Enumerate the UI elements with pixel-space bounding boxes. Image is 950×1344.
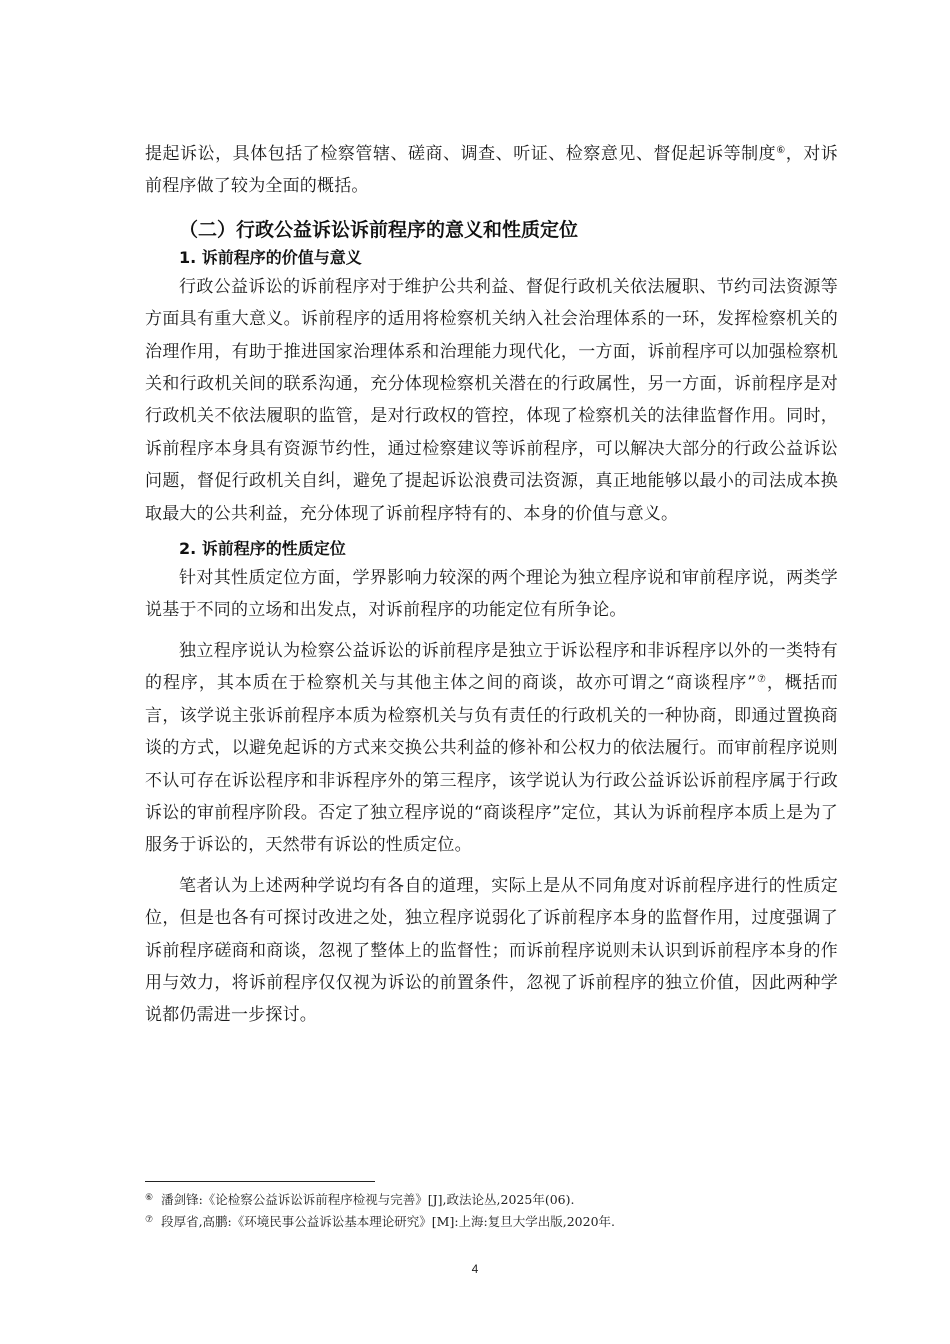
footnote-6 xyxy=(145,1188,845,1210)
footnote-text: 潘剑锋:《论检察公益诉讼诉前程序检视与完善》[J],政法论丛,2025年(06). xyxy=(161,1192,575,1207)
paragraph-theories xyxy=(145,635,838,862)
paragraph-author-view: 笔者认为上述两种学说均有各自的道理，实际上是从不同角度对诉前程序进行的性质定位，但是也各有可探讨改进之处，独立程序说弱化了诉前程序本身的监督作用，过度强调了诉前程序磋商和商谈，忽视了整体上的监督性；而诉前程序说则未认识到诉前程序本身的作用与效力，将诉前程序仅仅视为诉讼的前置条件，忽视了诉前程序的独立价值，因此两种学说都仍需进一步探讨。 xyxy=(145,875,838,1026)
paragraph-theories-text-b: ，概括而言，该学说主张诉前程序本质为检察机关与负有责任的行政机关的一种协商，即通过置换商谈的方式，以避免起诉的方式来交换公共利益的修补和公权力的依法履行。而审前程序说则不认可存在诉讼程序和非诉程序外的第三程序，该学说认为行政公益诉讼诉前程序属于行政诉讼的审前程序阶段。否定了独立程序说的“商谈程序”定位，其认为诉前程序本质上是为了服务于诉讼的，天然带有诉讼的性质定位。 xyxy=(145,673,838,856)
footnote-mark: ⑦ xyxy=(145,1215,154,1225)
footnotes xyxy=(145,1188,845,1232)
footnote-mark: ⑥ xyxy=(145,1193,154,1203)
footnote-divider xyxy=(145,1181,375,1182)
subsection-heading-nature: 2. 诉前程序的性质定位 xyxy=(179,539,346,559)
section-heading: （二）行政公益诉讼诉前程序的意义和性质定位 xyxy=(179,218,579,241)
paragraph-intro-tail: ，对诉前程序做了较为全面的概括。 xyxy=(145,144,838,197)
footnote-text: 段厚省,高鹏:《环境民事公益诉讼基本理论研究》[M]:上海:复旦大学出版,2020年. xyxy=(161,1214,615,1229)
footnote-ref-7[interactable]: ⑦ xyxy=(756,674,767,686)
footnote-7 xyxy=(145,1210,845,1232)
paragraph-nature: 针对其性质定位方面，学界影响力较深的两个理论为独立程序说和审前程序说，两类学说基于不同的立场和出发点，对诉前程序的功能定位有所争论。 xyxy=(145,568,838,621)
subsection-heading-value: 1. 诉前程序的价值与意义 xyxy=(179,247,362,267)
paragraph-value: 行政公益诉讼的诉前程序对于维护公共利益、督促行政机关依法履职、节约司法资源等方面具有重大意义。诉前程序的适用将检察机关纳入社会治理体系的一环，发挥检察机关的治理作用，有助于推进国家治理体系和治理能力现代化，一方面，诉前程序可以加强检察机关和行政机关间的联系沟通，充分体现检察机关潜在的行政属性，另一方面，诉前程序是对行政机关不依法履职的监管，是对行政权的管控，体现了检察机关的法律监督作用。同时，诉前程序本身具有资源节约性，通过检察建议等诉前程序，可以解决大部分的行政公益诉讼问题，督促行政机关自纠，避免了提起诉讼浪费司法资源，真正地能够以最小的司法成本换取最大的公共利益，充分体现了诉前程序特有的、本身的价值与意义。 xyxy=(145,276,838,524)
body-text xyxy=(145,138,838,1032)
page-number: 4 xyxy=(471,1262,479,1276)
paragraph-theories-text-a: 独立程序说认为检察公益诉讼的诉前程序是独立于诉讼程序和非诉程序以外的一类特有的程序，其本质在于检察机关与其他主体之间的商谈，故亦可谓之“商谈程序” xyxy=(145,640,838,694)
paragraph-intro-text: 提起诉讼，具体包括了检察管辖、磋商、调查、听证、检察意见、督促起诉等制度 xyxy=(145,144,777,164)
paragraph-intro xyxy=(145,138,838,203)
footnote-ref-6[interactable]: ⑥ xyxy=(776,145,786,156)
